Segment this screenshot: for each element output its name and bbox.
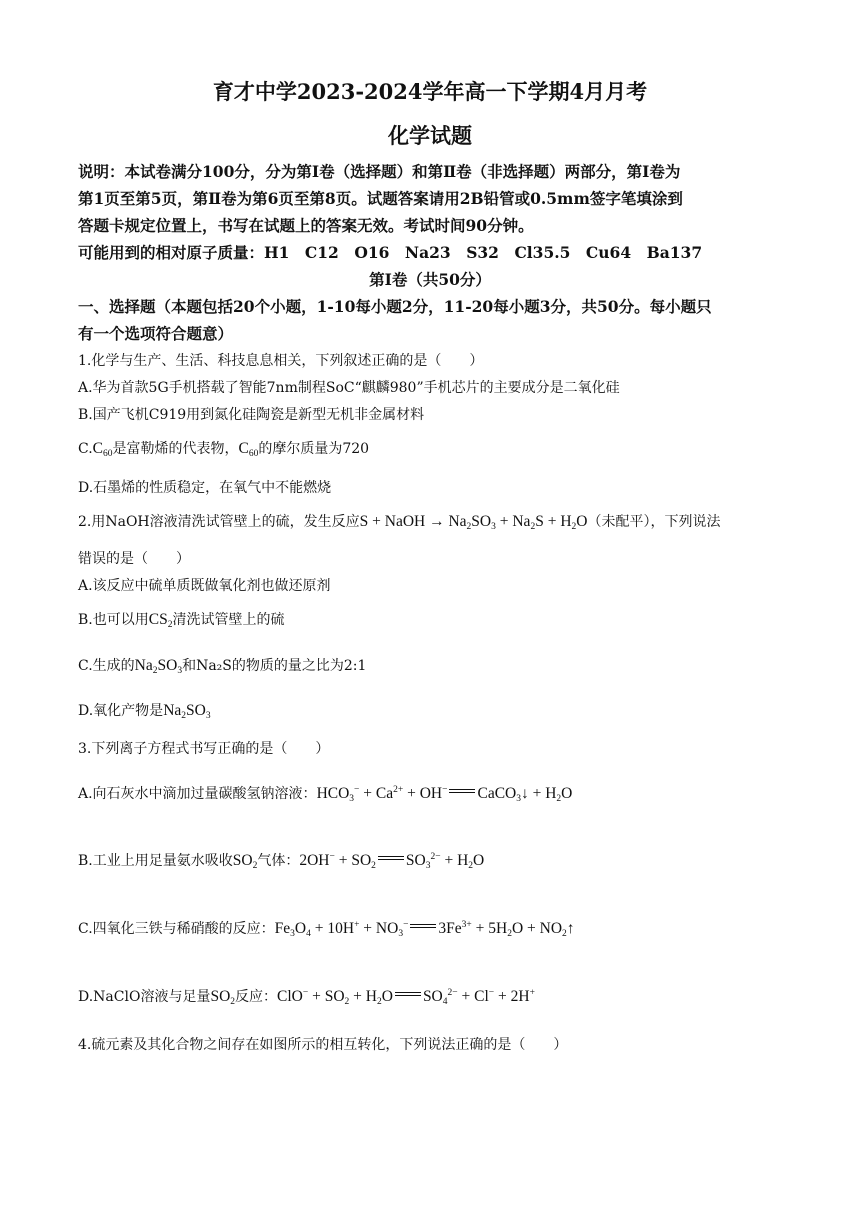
question-3-option-a: A.向石灰水中滴加过量碳酸氢钠溶液：$HCO_3^- + Ca^{2+} + OH^-$ CaCO$_3$↓ + $H_2O$: [78, 785, 573, 804]
atomic-masses: 可能用到的相对原子质量：H1 C12 O16 Na23 S32 Cl35.5 Cu64 Ba137: [78, 243, 703, 262]
instruction-line: 第1页至第5页，第Ⅱ卷为第6页至第8页。试题答案请用2B铅管或0.5mm签字笔填涂到: [78, 189, 683, 208]
question-4-stem: 4.硫元素及其化合物之间存在如图所示的相互转化，下列说法正确的是（ ）: [78, 1037, 568, 1053]
question-2-option-c: C.生成的$Na_2SO_3$和Na₂S的物质的量之比为2:1: [78, 657, 367, 676]
question-2-option-b: B.也可以用$CS_2$清洗试管壁上的硫: [78, 611, 285, 630]
question-3-option-b: B.工业上用足量氨水吸收$SO_2$气体：$2OH^- + SO_2$ $SO_3^{2-} + H_2O$: [78, 852, 485, 871]
instruction-line: 答题卡规定位置上，书写在试题上的答案无效。考试时间90分钟。: [78, 216, 534, 235]
question-1-option-d: D.石墨烯的性质稳定，在氧气中不能燃烧: [78, 480, 332, 496]
question-2-option-d: D.氧化产物是$Na_2SO_3$: [78, 702, 211, 721]
exam-subject: 化学试题: [388, 123, 472, 148]
question-3-option-d: D.NaClO溶液与足量$SO_2$反应：$ClO^- + SO_2 + H_2O$ $SO_4^{2-} + Cl^- + 2H^+$: [78, 988, 535, 1007]
question-2-option-a: A.该反应中硫单质既做氧化剂也做还原剂: [78, 578, 331, 594]
part1-heading: 第Ⅰ卷（共50分）: [369, 270, 491, 289]
exam-title: 育才中学2023-2024学年高一下学期4月月考: [212, 79, 648, 104]
question-3-stem: 3.下列离子方程式书写正确的是（ ）: [78, 741, 330, 757]
section1-heading: 一、选择题（本题包括20个小题，1-10每小题2分，11-20每小题3分，共50分。每小题只: [78, 297, 712, 316]
section1-heading: 有一个选项符合题意）: [78, 324, 234, 343]
instruction-line: 说明：本试卷满分100分，分为第Ⅰ卷（选择题）和第Ⅱ卷（非选择题）两部分，第Ⅰ卷为: [78, 162, 681, 181]
question-1-option-a: A.华为首款5G手机搭载了智能7nm制程SoC“麒麟980”手机芯片的主要成分是二氧化硅: [78, 380, 620, 396]
question-3-option-c: C.四氧化三铁与稀硝酸的反应：$Fe_3O_4 + 10H^+ + NO_3^-$ $3Fe^{3+} + 5H_2O$ + $NO_2↑$: [78, 920, 575, 939]
question-2-stem-cont: 错误的是（ ）: [78, 551, 190, 567]
question-2-stem: 2.用NaOH溶液清洗试管壁上的硫，发生反应S + NaOH → $Na_2SO_3 + Na_2S + H_2O$（未配平），下列说法: [78, 513, 721, 532]
question-1-option-b: B.国产飞机C919用到氮化硅陶瓷是新型无机非金属材料: [78, 407, 425, 423]
question-1-stem: 1.化学与生产、生活、科技息息相关，下列叙述正确的是（ ）: [78, 353, 484, 369]
question-1-option-c: $C.C_{60}$是富勒烯的代表物，$C_{60}$的摩尔质量为720: [78, 440, 370, 459]
